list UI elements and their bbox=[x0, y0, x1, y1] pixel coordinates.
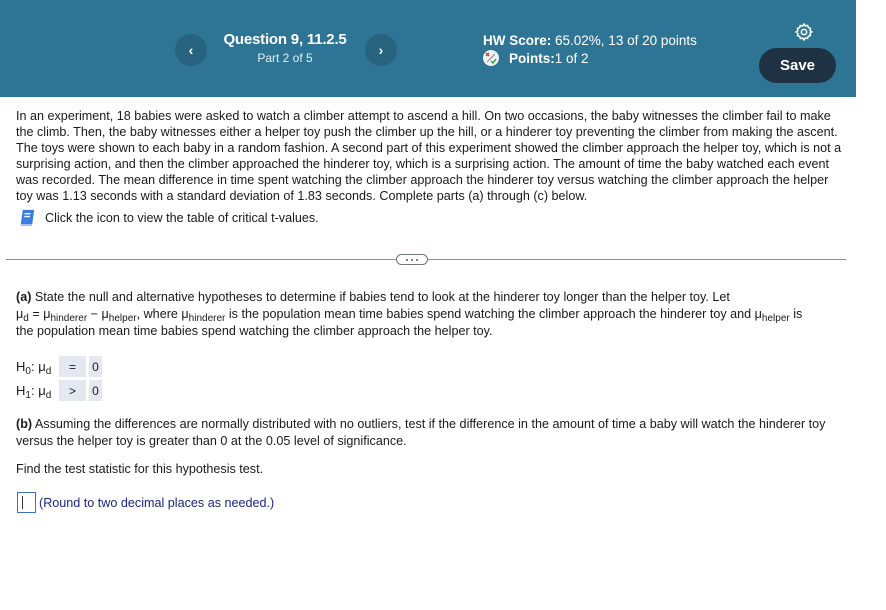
subscript-helper: helper bbox=[108, 313, 137, 324]
subscript-d: d bbox=[23, 313, 29, 324]
part-a-prompt bbox=[16, 289, 856, 340]
h-subscript: 0 bbox=[25, 366, 31, 377]
subscript-hinderer: hinderer bbox=[50, 313, 88, 324]
points-value: 1 of 2 bbox=[554, 50, 589, 66]
part-a-text: State the null and alternative hypotheses to determine if babies tend to look at the hinderer toy longer than the helper toy. Let bbox=[31, 290, 730, 304]
h0-label bbox=[16, 359, 57, 377]
equals-sign: = bbox=[28, 307, 44, 321]
part-a-line3: the population mean time babies spend watching the climber approach the helper toy. bbox=[16, 324, 493, 338]
minus-sign: − bbox=[87, 307, 102, 321]
mu-symbol: μ bbox=[38, 359, 46, 374]
mu-symbol: μ bbox=[38, 383, 46, 398]
param-subscript: d bbox=[45, 390, 52, 401]
part-a-line1 bbox=[16, 289, 856, 306]
h0-relation-dropdown[interactable]: = bbox=[59, 356, 86, 377]
part-a-line2 bbox=[16, 306, 856, 323]
part-indicator: Part 2 of 5 bbox=[257, 51, 313, 65]
gear-icon[interactable] bbox=[794, 22, 814, 42]
hw-score-value: 65.02%, 13 of 20 points bbox=[551, 33, 697, 48]
previous-question-button[interactable] bbox=[175, 34, 207, 66]
h1-value-input[interactable]: 0 bbox=[89, 380, 102, 401]
colon: : bbox=[30, 383, 39, 398]
partial-credit-icon bbox=[483, 50, 499, 66]
points bbox=[483, 50, 589, 66]
null-hypothesis bbox=[16, 356, 102, 377]
h1-label bbox=[16, 383, 57, 401]
critical-t-values-link[interactable] bbox=[18, 208, 319, 227]
rounding-hint: (Round to two decimal places as needed.) bbox=[39, 495, 275, 510]
h-subscript: 1 bbox=[25, 390, 31, 401]
dot bbox=[411, 259, 413, 261]
h-letter: H bbox=[16, 383, 26, 398]
h-letter: H bbox=[16, 359, 26, 374]
find-test-statistic-text: Find the test statistic for this hypothesis test. bbox=[16, 462, 264, 476]
test-statistic-input[interactable] bbox=[17, 492, 36, 513]
question-header bbox=[0, 0, 856, 97]
book-icon[interactable] bbox=[18, 208, 37, 227]
mu-symbol: μ bbox=[181, 307, 189, 321]
problem-statement: In an experiment, 18 babies were asked to watch a climber attempt to ascend a hill. On two occasions, the baby witnesses the climber fail to make the climb. Then, the baby witnesses either a helper toy push the climber up the hill, or a hinderer toy preventing the climber from making the ascent. The toys were shown to each baby in a random fashion. A second part of this experiment showed the climber approach the helper toy, which is not a surprising action, and then the climber approached the hinderer toy, which is a surprising action. The amount of time the baby watched each event was recorded. The mean difference in time spent watching the climber approach the hinderer toy versus watching the climber approach the helper toy was 1.13 seconds with a standard deviation of 1.83 seconds. Complete parts (a) through (c) below. bbox=[16, 109, 842, 204]
where-text: , where bbox=[136, 307, 182, 321]
part-b-text: Assuming the differences are normally distributed with no outliers, test if the difference in the amount of time a baby will watch the hinderer toy versus the helper toy is greater than 0 at the 0.05 level of significance. bbox=[16, 417, 826, 448]
hw-score bbox=[483, 33, 697, 48]
is-text: is bbox=[789, 307, 803, 321]
question-title: Question 9, 11.2.5 bbox=[223, 31, 347, 48]
next-question-button[interactable] bbox=[365, 34, 397, 66]
points-label: Points: bbox=[509, 50, 555, 66]
alternative-hypothesis bbox=[16, 380, 102, 401]
dot bbox=[416, 259, 418, 261]
mu-symbol: μ bbox=[43, 307, 51, 321]
param-subscript: d bbox=[45, 366, 52, 377]
hinderer-description: is the population mean time babies spend watching the climber approach the hinderer toy and bbox=[225, 307, 755, 321]
h1-relation-dropdown[interactable]: > bbox=[59, 380, 86, 401]
mu-symbol: μ bbox=[16, 307, 24, 321]
part-a-label: (a) bbox=[16, 290, 32, 304]
chevron-left-icon: ‹ bbox=[188, 42, 194, 58]
part-b-prompt bbox=[16, 416, 846, 450]
save-button[interactable]: Save bbox=[759, 48, 836, 83]
subscript-helper: helper bbox=[761, 313, 790, 324]
part-b-label: (b) bbox=[16, 417, 33, 431]
subscript-hinderer: hinderer bbox=[188, 313, 226, 324]
colon: : bbox=[30, 359, 39, 374]
critical-t-values-text: Click the icon to view the table of critical t-values. bbox=[45, 210, 319, 225]
dot bbox=[406, 259, 408, 261]
chevron-right-icon: › bbox=[378, 42, 384, 58]
expand-more-button[interactable] bbox=[396, 254, 428, 265]
answer-row bbox=[17, 492, 274, 513]
mu-symbol: μ bbox=[754, 307, 762, 321]
hw-score-label: HW Score: bbox=[483, 33, 552, 48]
mu-symbol: μ bbox=[101, 307, 109, 321]
h0-value-input[interactable]: 0 bbox=[89, 356, 102, 377]
